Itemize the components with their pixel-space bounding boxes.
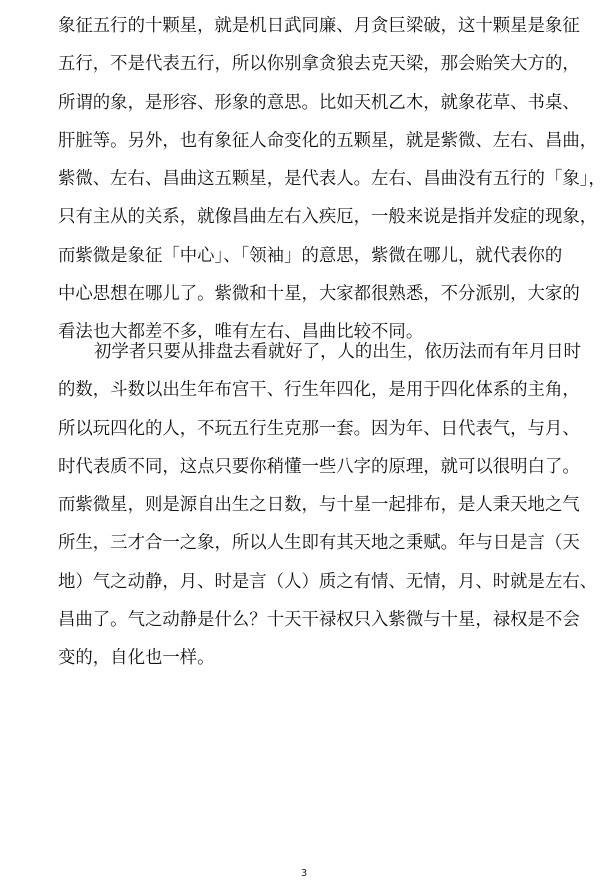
text-line: 只有主从的关系，就像昌曲左右入疾厄，一般来说是指并发症的现象， [58, 207, 598, 228]
text-line: 五行，不是代表五行，所以你别拿贪狼去克天梁，那会贻笑大方的， [58, 54, 580, 75]
text-line: 昌曲了。气之动静是什么？十天干禄权只入紫微与十星，禄权是不会 [58, 610, 580, 631]
text-line: 所生，三才合一之象，所以人生即有其天地之秉赋。年与日是言（天 [58, 533, 580, 554]
paragraph-2 [58, 333, 598, 678]
text-line: 紫微、左右、昌曲这五颗星，是代表人。左右、昌曲没有五行的「象」， [58, 169, 606, 190]
text-line: 所以玩四化的人，不玩五行生克那一套。因为年、日代表气，与月、 [58, 418, 580, 439]
text-line: 变的，自化也一样。 [58, 648, 215, 669]
text-line: 初学者只要从排盘去看就好了，人的出生，依历法而有年月日时 [94, 342, 581, 362]
text-line: 象征五行的十颗星，就是机日武同廉、月贪巨梁破，这十颗星是象征 [58, 16, 580, 36]
text-line: 地）气之动静，月、时是言（人）质之有情、无情，月、时就是左右、 [58, 571, 598, 592]
text-line: 时代表质不同，这点只要你稍懂一些八字的原理，就可以很明白了。 [58, 456, 580, 477]
text-line: 中心思想在哪儿了。紫微和十星，大家都很熟悉，不分派别，大家的 [58, 284, 580, 305]
page-number: 3 [300, 868, 308, 879]
text-line: 肝脏等。另外，也有象征人命变化的五颗星，就是紫微、左右、昌曲， [58, 130, 598, 151]
text-line: 看法也大都差不多，唯有左右、昌曲比较不同。 [58, 322, 424, 343]
text-line: 所谓的象，是形容、形象的意思。比如天机乙木，就象花草、书桌、 [58, 92, 580, 113]
text-line: 的数，斗数以出生年布宫干、行生年四化，是用于四化体系的主角， [58, 380, 580, 401]
text-line: 而紫微是象征「中心」、「领袖」的意思，紫微在哪儿，就代表你的 [58, 245, 563, 266]
text-line: 而紫微星，则是源自出生之日数，与十星一起排布，是人秉天地之气 [58, 495, 580, 516]
